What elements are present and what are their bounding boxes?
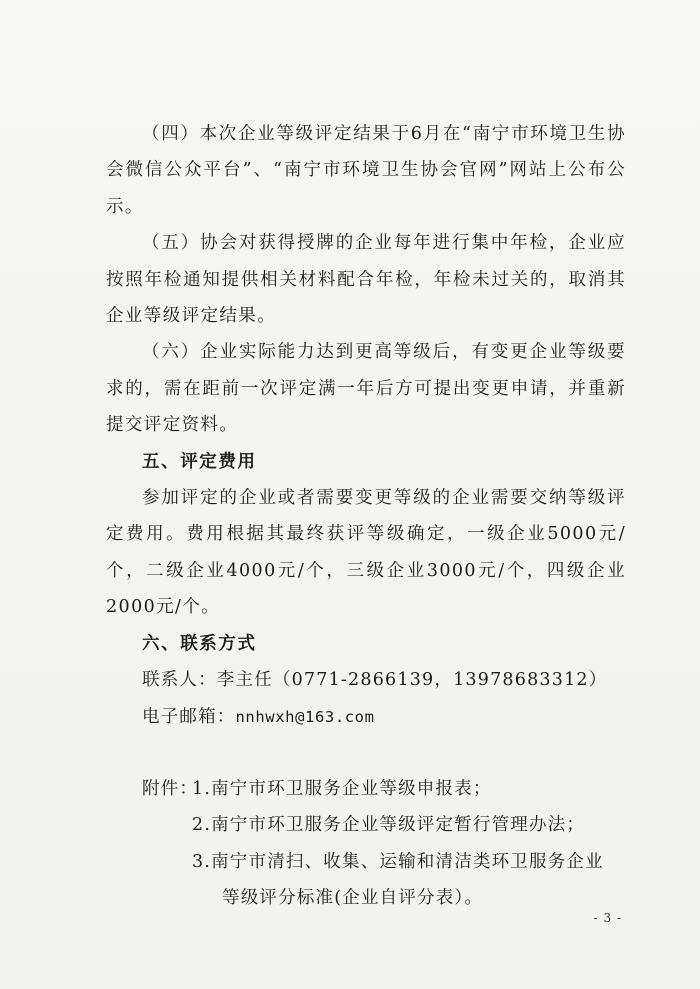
page-number: - 3 - [593,911,622,925]
attachments-label: 附件： [142,778,199,799]
email-value: nnhwxh@163.com [235,707,375,726]
paragraph-item-6: （六）企业实际能力达到更高等级后，有变更企业等级要求的，需在距前一次评定满一年后方可提出变更申请，并重新提交评定资料。 [106,342,626,436]
document-body [106,116,626,917]
fees-paragraph: 参加评定的企业或者需要变更等级的企业需要交纳等级评定费用。费用根据其最终获评等级确定，一级企业5000元/个，二级企业4000元/个，三级企业3000元/个，四级企业2000元/个。 [106,488,626,618]
section-heading-contact: 六、联系方式 [142,633,257,654]
paragraph-item-4: （四）本次企业等级评定结果于6月在“南宁市环境卫生协会微信公众平台”、“南宁市环境卫生协会官网”网站上公布公示。 [106,124,626,217]
paragraph-item-5: （五）协会对获得授牌的企业每年进行集中年检，企业应按照年检通知提供相关材料配合年检，年检未过关的，取消其企业等级评定结果。 [106,233,626,327]
section-heading-fees: 五、评定费用 [142,451,257,472]
attachment-item-1: 1.南宁市环卫服务企业等级申报表； [192,778,492,799]
attachments-block [106,771,626,917]
contact-person: 联系人：李主任（0771-2866139，13978683312） [142,670,608,691]
attachment-item-2: 2.南宁市环卫服务企业等级评定暂行管理办法； [192,815,586,836]
attachment-item-3: 3.南宁市清扫、收集、运输和清洁类环卫服务企业 [192,851,604,872]
attachment-item-3-continued: 等级评分标准(企业自评分表）。 [222,888,484,909]
contact-email [106,699,626,735]
email-label: 电子邮箱： [142,706,236,727]
spacer [106,735,626,771]
attachments-list [192,771,626,917]
